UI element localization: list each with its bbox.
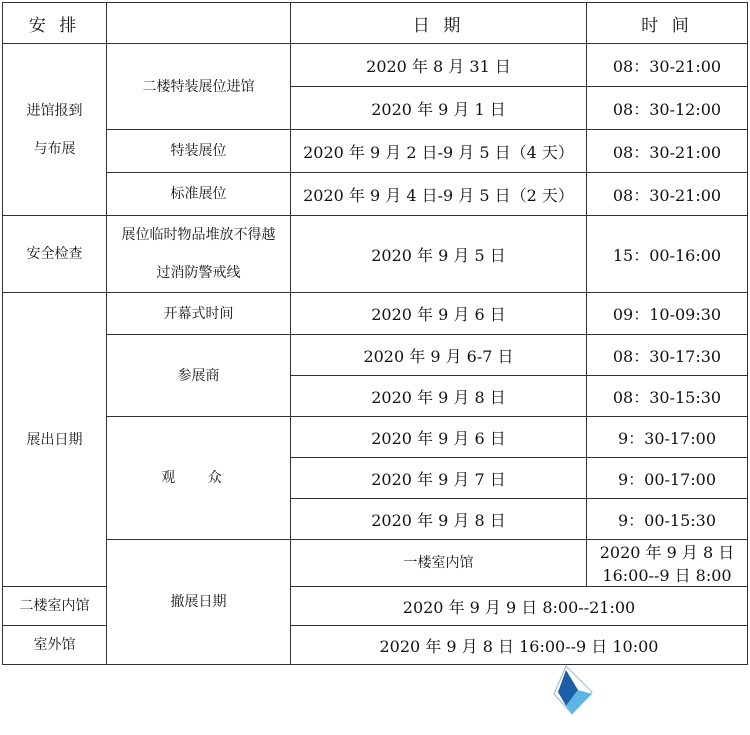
time-cell: 09：10-09:30 bbox=[587, 293, 748, 335]
category-safety: 安全检查 bbox=[3, 216, 107, 293]
teardown-date-cell: 2020 年 9 月 8 日 16:00--9 日 10:00 bbox=[291, 626, 748, 665]
header-arrange: 安 排 bbox=[3, 3, 107, 44]
sub-standard: 标准展位 bbox=[107, 173, 291, 216]
safety-note-line2: 过消防警戒线 bbox=[156, 265, 241, 281]
teardown-date-cell: 2020 年 9 月 9 日 8:00--21:00 bbox=[291, 587, 748, 626]
date-cell: 2020 年 9 月 6-7 日 bbox=[291, 335, 587, 376]
brand-logo-icon bbox=[552, 664, 596, 716]
category-exhibit: 展出日期 bbox=[3, 293, 107, 587]
sub-floor2-special: 二楼特装展位进馆 bbox=[107, 44, 291, 130]
table-row bbox=[3, 44, 748, 87]
sub-floor1-indoor: 一楼室内馆 bbox=[291, 540, 587, 587]
category-checkin-line2: 与布展 bbox=[33, 140, 76, 157]
sub-audience: 观 众 bbox=[107, 417, 291, 540]
teardown-date-cell: 2020 年 9 月 8 日 16:00--9 日 8:00 bbox=[587, 540, 748, 587]
time-cell: 08：30-21:00 bbox=[587, 44, 748, 87]
header-empty bbox=[107, 3, 291, 44]
category-checkin-line1: 进馆报到 bbox=[26, 102, 83, 119]
table-row bbox=[3, 293, 748, 335]
sub-floor2-indoor: 二楼室内馆 bbox=[3, 587, 107, 626]
date-cell: 2020 年 9 月 7 日 bbox=[291, 458, 587, 499]
sub-outdoor: 室外馆 bbox=[3, 626, 107, 665]
date-cell: 2020 年 9 月 8 日 bbox=[291, 376, 587, 417]
safety-note-line1: 展位临时物品堆放不得越 bbox=[121, 227, 276, 243]
table-row bbox=[3, 335, 748, 376]
date-cell: 2020 年 9 月 1 日 bbox=[291, 87, 587, 130]
date-cell: 2020 年 9 月 6 日 bbox=[291, 417, 587, 458]
date-cell: 2020 年 8 月 31 日 bbox=[291, 44, 587, 87]
table-row bbox=[3, 417, 748, 458]
date-cell: 2020 年 9 月 8 日 bbox=[291, 499, 587, 540]
time-cell: 08：30-21:00 bbox=[587, 130, 748, 173]
date-cell: 2020 年 9 月 5 日 bbox=[291, 216, 587, 293]
sub-special: 特装展位 bbox=[107, 130, 291, 173]
table-row bbox=[3, 216, 748, 293]
date-cell: 2020 年 9 月 4 日-9 月 5 日（2 天） bbox=[291, 173, 587, 216]
table-row bbox=[3, 540, 748, 587]
category-teardown: 撤展日期 bbox=[107, 540, 291, 665]
date-cell: 2020 年 9 月 6 日 bbox=[291, 293, 587, 335]
schedule-table bbox=[2, 2, 748, 665]
time-cell: 15：00-16:00 bbox=[587, 216, 748, 293]
time-cell: 9：00-15:30 bbox=[587, 499, 748, 540]
table-row bbox=[3, 173, 748, 216]
time-cell: 08：30-17:30 bbox=[587, 335, 748, 376]
category-checkin bbox=[3, 44, 107, 216]
sub-safety-note bbox=[107, 216, 291, 293]
header-time: 时 间 bbox=[587, 3, 748, 44]
header-date: 日 期 bbox=[291, 3, 587, 44]
date-cell: 2020 年 9 月 2 日-9 月 5 日（4 天） bbox=[291, 130, 587, 173]
time-cell: 9：30-17:00 bbox=[587, 417, 748, 458]
sub-opening: 开幕式时间 bbox=[107, 293, 291, 335]
time-cell: 08：30-21:00 bbox=[587, 173, 748, 216]
time-cell: 9：00-17:00 bbox=[587, 458, 748, 499]
table-row bbox=[3, 130, 748, 173]
time-cell: 08：30-15:30 bbox=[587, 376, 748, 417]
time-cell: 08：30-12:00 bbox=[587, 87, 748, 130]
sub-exhibitors: 参展商 bbox=[107, 335, 291, 417]
header-row bbox=[3, 3, 748, 44]
